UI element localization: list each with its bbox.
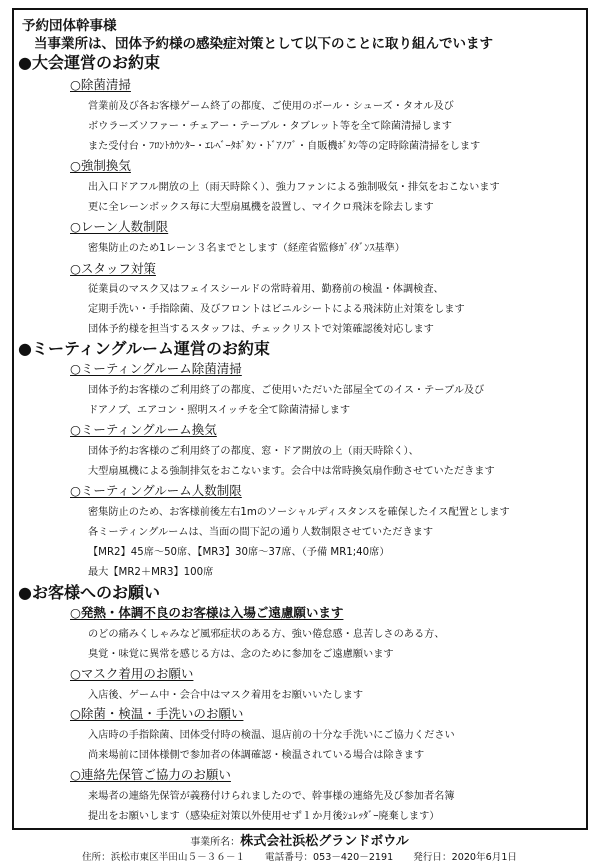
subsection-heading: ○スタッフ対策	[70, 261, 156, 276]
body-line: 出入口ドアフル開放の上（雨天時除く）、強力ファンによる強制吸気・排気をおこないます	[88, 182, 500, 193]
body-line: また受付台・ﾌﾛﾝﾄｶｳﾝﾀｰ・ｴﾚﾍﾞｰﾀﾎﾞﾀﾝ・ﾄﾞｱﾉﾌﾞ・自販機ﾎﾞﾀﾝ等の定時除菌清掃をします	[88, 141, 481, 152]
body-line: 密集防止のため、お客様前後左右1mのソーシャルディスタンスを確保したイス配置とします	[88, 507, 510, 518]
body-line: 来場者の連絡先保管が義務付けられましたので、幹事様の連絡先及び参加者名簿	[88, 791, 455, 802]
body-line: 尚来場前に団体様側で参加者の体調確認・検温されている場合は除きます	[88, 750, 425, 761]
body-line: 団体予約お客様のご利用終了の都度、ご使用いただいた部屋全てのイス・テーブル及び	[88, 385, 485, 396]
body-line: 従業員のマスク又はフェイスシールドの常時着用、勤務前の検温・体調検査、	[88, 284, 444, 295]
phone-number: 電話番号：053－420－2191	[265, 852, 394, 863]
subsection-heading: ○レーン人数制限	[70, 219, 169, 234]
body-line: 更に全レーンボックス毎に大型扇風機を設置し、マイクロ飛沫を除去します	[88, 202, 434, 213]
company-label: 事業所名：	[190, 837, 241, 848]
subsection-heading: ○発熱・体調不良のお客様は入場ご遠慮願います	[70, 605, 344, 620]
subsection-heading: ○除菌・検温・手洗いのお願い	[70, 706, 244, 721]
body-line: 定期手洗い・手指除菌、及びフロントはビニルシートによる飛沫防止対策をします	[88, 304, 465, 315]
section-title-customer-requests: ●お客様へのお願い	[18, 583, 160, 602]
issue-date: 発行日：2020年6月1日	[413, 852, 518, 863]
subsection-heading: ○連絡先保管ご協力のお願い	[70, 767, 231, 782]
body-line: 入店後、ゲーム中・会合中はマスク着用をお願いいたします	[88, 690, 364, 701]
subsection-heading: ○ミーティングルーム人数制限	[70, 483, 242, 498]
body-line: 臭覚・味覚に異常を感じる方は、念のために参加をご遠慮願います	[88, 649, 394, 660]
body-line: 団体予約お客様のご利用終了の都度、窓・ドア開放の上（雨天時除く）、	[88, 446, 419, 457]
body-line: 団体予約様を担当するスタッフは、チェックリストで対策確認後対応します	[88, 324, 434, 335]
address: 住所：浜松市東区半田山５－３６－１	[81, 852, 246, 863]
subsection-heading: ○除菌清掃	[70, 77, 131, 92]
intro-statement: 当事業所は、団体予約様の感染症対策として以下のことに取り組んでいます	[34, 36, 493, 52]
company-line	[0, 830, 599, 849]
body-line: 営業前及び各お客様ゲーム終了の都度、ご使用のボール・シューズ・タオル及び	[88, 101, 454, 112]
subsection-heading: ○マスク着用のお願い	[70, 666, 194, 681]
section-title-tournament: ●大会運営のお約束	[18, 53, 160, 72]
company-name: 株式会社浜松グランドボウル	[240, 834, 409, 849]
subsection-heading: ○ミーティングルーム除菌清掃	[70, 361, 242, 376]
section-title-meeting-room: ●ミーティングルーム運営のお約束	[18, 339, 270, 358]
body-line: 密集防止のため1レーン３名までとします（経産省監修ｶﾞｲﾀﾞﾝｽ基準）	[88, 243, 405, 254]
notice-frame	[12, 8, 588, 830]
body-line: 【MR2】45席～50席、【MR3】30席～37席、（予備 MR1;40席）	[88, 547, 390, 558]
body-line: ボウラーズソファー・チェアー・テーブル・タブレット等を全て除菌清掃します	[88, 121, 452, 132]
body-line: 入店時の手指除菌、団体受付時の検温、退店前の十分な手洗いにご協力ください	[88, 730, 455, 741]
body-line: 各ミーティングルームは、当面の間下記の通り人数制限させていただきます	[88, 527, 434, 538]
body-line: のどの痛みくしゃみなど風邪症状のある方、強い倦怠感・息苦しさのある方、	[88, 629, 445, 640]
body-line: 提出をお願いします（感染症対策以外使用せず１か月後ｼｭﾚｯﾀﾞｰ廃棄します）	[88, 811, 440, 822]
subsection-heading: ○ミーティングルーム換気	[70, 422, 217, 437]
subsection-heading: ○強制換気	[70, 158, 131, 173]
addressee: 予約団体幹事様	[22, 18, 117, 34]
body-line: 最大【MR2＋MR3】100席	[88, 567, 214, 578]
contact-line	[0, 849, 599, 863]
body-line: ドアノブ、エアコン・照明スイッチを全て除菌清掃します	[88, 405, 351, 416]
body-line: 大型扇風機による強制排気をおこないます。会合中は常時換気扇作動させていただきます	[88, 466, 495, 477]
